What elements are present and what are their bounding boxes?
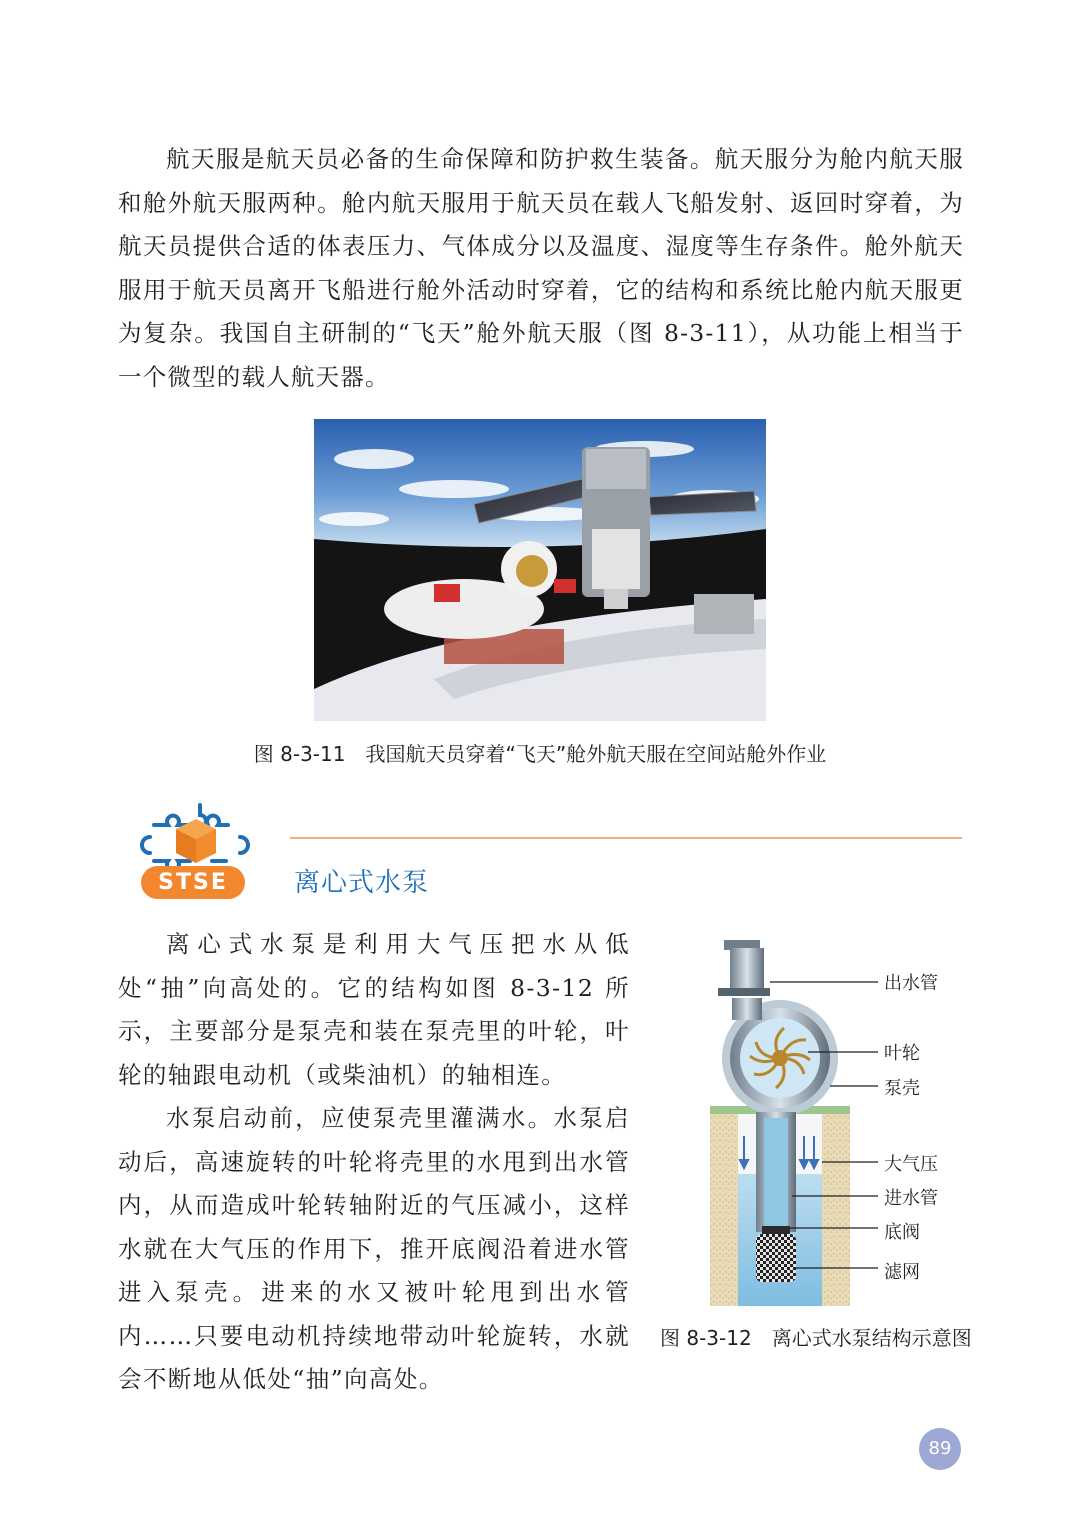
- label-impeller: 叶轮: [884, 1043, 920, 1064]
- stse-paragraph-2: 水泵启动前，应使泵壳里灌满水。水泵启动后，高速旋转的叶轮将壳里的水甩到出水管内，从而造成叶轮转轴附近的气压减小，这样水就在大气压的作用下，推开底阀沿着进水管进入泵壳。进来的水又被叶轮甩到出水管内……只要电动机持续地带动叶轮旋转，水就会不断地从低处“抽”向高处。: [118, 1104, 630, 1393]
- intro-paragraph: 航天服是航天员必备的生命保障和防护救生装备。航天服分为舱内航天服和舱外航天服两种。舱内航天服用于航天员在载人飞船发射、返回时穿着，为航天员提供合适的体表压力、气体成分以及温度、湿度等生存条件。舱外航天服用于航天员离开飞船进行舱外活动时穿着，它的结构和系统比舱内航天服更为复杂。我国自主研制的“飞天”舱外航天服（图 8-3-11），从功能上相当于一个微型的载人航天器。: [118, 145, 964, 391]
- label-foot-valve: 底阀: [884, 1222, 920, 1243]
- label-atmospheric-pressure: 大气压: [884, 1154, 938, 1175]
- section-divider: [290, 837, 962, 839]
- label-outlet-pipe: 出水管: [884, 973, 938, 994]
- label-pump-casing: 泵壳: [884, 1078, 920, 1099]
- figure-8-3-11-caption: 图 8-3-11 我国航天员穿着“飞天”舱外航天服在空间站舱外作业: [253, 742, 827, 766]
- stse-paragraph-1: 离心式水泵是利用大气压把水从低处“抽”向高处的。它的结构如图 8-3-12 所示，主要部分是泵壳和装在泵壳里的叶轮，叶轮的轴跟电动机（或柴油机）的轴相连。: [118, 930, 630, 1089]
- centrifugal-pump-diagram: [700, 940, 970, 1310]
- stse-badge: STSE: [141, 866, 245, 899]
- figure-8-3-12-caption: 图 8-3-12 离心式水泵结构示意图: [660, 1326, 972, 1350]
- page-number: 89: [919, 1428, 961, 1470]
- section-title: 离心式水泵: [294, 868, 430, 898]
- label-inlet-pipe: 进水管: [884, 1188, 938, 1209]
- label-filter-screen: 滤网: [884, 1262, 920, 1283]
- spacewalk-photo: [314, 419, 766, 721]
